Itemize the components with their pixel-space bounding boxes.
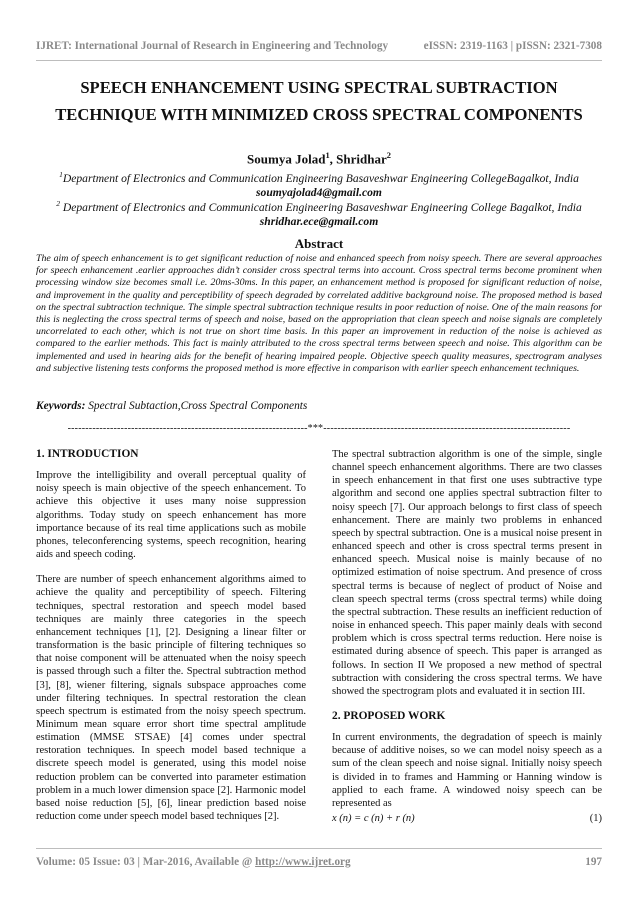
running-footer — [36, 856, 602, 868]
abstract-text: The aim of speech enhancement is to get significant reduction of noise and enhanced speech from noisy speech. There are several approaches for speech enhancement .earlier approaches didn’t consider cross spectral terms into account. Cross spectral terms become prominent when processing window size becomes small i.e. 20ms-30ms. In this paper, an enhancement method is proposed for significant reduction of noise, and improvement in the quality and perceptibility of speech degraded by correlated additive background noise. The proposed method is based on the spectral subtraction technique. The simple spectral subtraction technique results in poor reduction of noise. One of the main reasons for this is neglecting the cross spectral terms of speech and noise, based on the appropriation that clean speech and noise signals are completely uncorrelated to each other, which is not true on short time basis. In this paper an improvement in reduction of the noise is achieved as compared to the earlier methods. This fact is mainly attributed to the cross spectral terms between speech and noise. This algorithm can be implemented and used in hearing aids for the benefit of hearing impaired people. Objective speech quality measures, spectrogram analyses and subjective listening tests conforms the proposed method is more effective in comparison with earlier speech enhancement techniques. — [36, 253, 602, 374]
intro-paragraph-1: Improve the intelligibility and overall perceptual quality of noisy speech is main objective of the speech enhancement. To achieve this objective it uses many noise suppression algorithms. Today study on speech enhancement has more importance because of its real time applications such as mobile phones, teleconferencing systems, speech recognition, hearing aids and speech coding. — [36, 470, 306, 561]
footer-rule — [36, 848, 602, 849]
title-line-1: SPEECH ENHANCEMENT USING SPECTRAL SUBTRACTION — [80, 78, 558, 97]
email-1[interactable]: soumyajolad4@gmail.com — [256, 185, 382, 199]
keywords — [36, 400, 307, 412]
author-2-sup: 2 — [386, 150, 391, 160]
equation-text: x (n) = c (n) + r (n) — [332, 813, 415, 825]
affiliation-2-sup: 2 — [56, 199, 60, 208]
affiliation-1-sup: 1 — [59, 170, 63, 179]
keywords-label: Keywords: — [36, 400, 86, 412]
issn: eISSN: 2319-1163 | pISSN: 2321-7308 — [423, 40, 602, 52]
section-separator: --------------------------------------------------------------------***---------------------------------------------------------------------- — [67, 423, 571, 434]
header-rule — [36, 60, 602, 61]
affiliation-2-text: Department of Electronics and Communication Engineering Basaveshwar Engineering College Bagalkot, India — [59, 200, 582, 214]
right-paragraph-1: The spectral subtraction algorithm is one of the simple, single channel speech enhancement algorithms. There are two classes in speech enhancement in that first one uses subtractive type algorithm and second one applies spectral subtraction filter to noisy speech [7]. Our approach belongs to first class of speech enhancement. There are mainly two problems in enhanced speech by spectral subtraction. One is a musical noise present in enhanced speech and other is cross spectral terms present in enhanced speech. Musical noise is mainly because of no optimized estimation of noise spectrum. And presence of cross spectral terms is because of neglect of product of Noise and clean speech spectral terms (cross spectral terms) while doing the spectral subtraction. These results an inefficient reduction of noise in enhanced speech. This paper mainly deals with second problem which is cross spectral terms reduction. Here noise is estimated during absence of speech. This paper is arranged as follows. In section II We proposed a new method of spectral subtraction with considering the cross spectral terms. We have showed the spectrogram plots and evaluated it in section III. — [332, 449, 602, 697]
author-2: Shridhar — [336, 151, 387, 167]
affiliation-2 — [36, 197, 602, 229]
abstract-heading: Abstract — [294, 236, 344, 251]
proposed-work-heading: 2. PROPOSED WORK — [332, 709, 446, 722]
journal-name: IJRET: International Journal of Research in Engineering and Technology — [36, 40, 389, 52]
affiliation-1 — [36, 168, 602, 200]
footer-volume: Volume: 05 Issue: 03 | Mar-2016, Available @ — [36, 856, 256, 868]
author-separator: , — [329, 151, 337, 167]
equation-1 — [332, 812, 602, 825]
intro-heading: 1. INTRODUCTION — [36, 448, 139, 460]
title-line-2: TECHNIQUE WITH MINIMIZED CROSS SPECTRAL COMPONENTS — [55, 105, 583, 124]
affiliation-1-text: Department of Electronics and Communication Engineering Basaveshwar Engineering CollegeBagalkot, India — [62, 171, 579, 185]
keywords-text: Spectral Subtaction,Cross Spectral Components — [85, 400, 308, 412]
authors — [0, 150, 638, 167]
footer-link[interactable]: http://www.ijret.org — [255, 856, 351, 868]
email-2[interactable]: shridhar.ece@gmail.com — [259, 214, 379, 228]
intro-paragraph-2: There are number of speech enhancement algorithms aimed to achieve the quality and perceptibility of speech. Filtering techniques, spectral restoration and speech model based techniques are mainly three categories in the speech enhancement techniques [1], [2]. Designing a linear filter or transformation is the basic principle of filtering techniques so that noise component will be attenuated when the noisy speech is passed through such a filter the. Spectral subtraction method [3], [8], wiener filtering, signals subspace approaches come under filtering techniques. In spectral restoration the clean speech spectrum is estimated from the noisy speech spectrum. Minimum mean square error short time spectral amplitude estimation (MMSE STSAE) [4] comes under spectral restoration techniques. In speech model based technique a discrete speech model is generated, using this model noise reduction problem can be converted into parameter estimation problem in a much lower dimension space [2]. Harmonic model based noise reduction [5], [6], linear prediction based noise reduction come under speech model based techniques [2]. — [36, 574, 306, 823]
paper-title — [30, 74, 608, 128]
page-number: 197 — [585, 856, 602, 868]
running-header — [36, 40, 602, 52]
author-1: Soumya Jolad — [247, 151, 326, 167]
left-column — [36, 448, 306, 835]
equation-number: (1) — [589, 813, 602, 825]
right-column — [332, 448, 602, 825]
proposed-paragraph: In current environments, the degradation of speech is mainly because of additive noises, so we can model noisy speech as a sum of the clean speech and noise signal. Initially noisy speech is divided in to frames and Hamming or Hanning window is applied to each frame. A windowed noisy speech can be represented as — [332, 732, 602, 809]
author-1-sup: 1 — [325, 150, 330, 160]
